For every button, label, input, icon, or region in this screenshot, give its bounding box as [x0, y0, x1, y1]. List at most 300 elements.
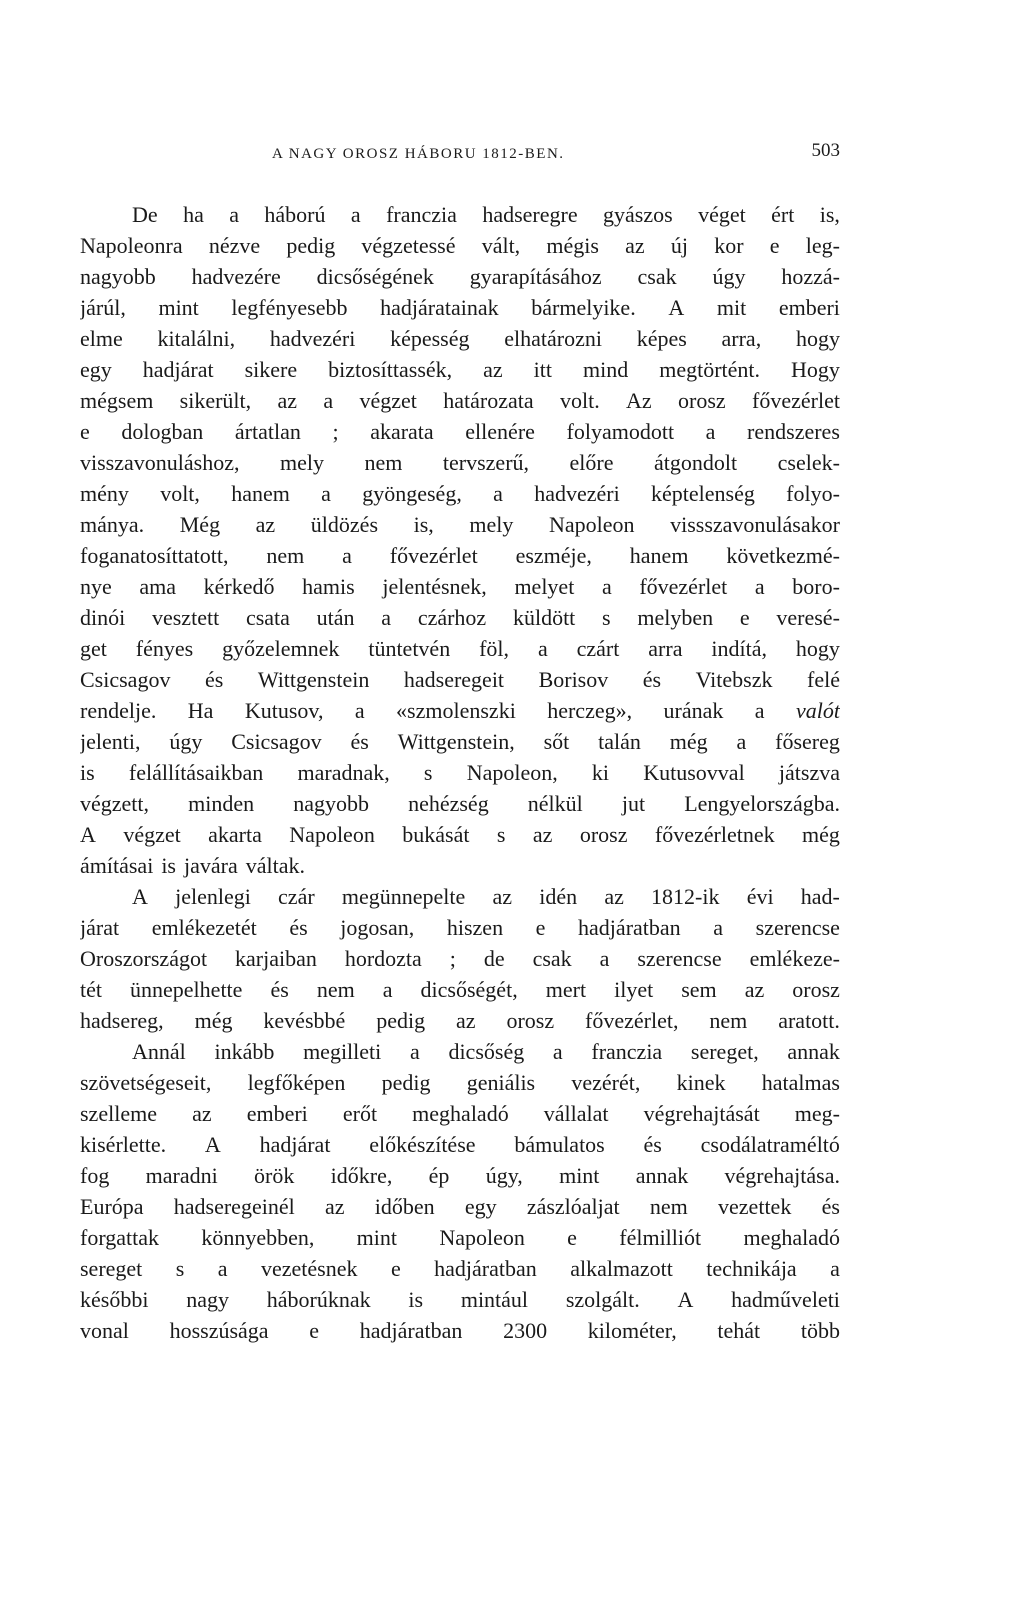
word: mánya. — [80, 512, 145, 537]
word: hadjáratban — [359, 1318, 463, 1343]
word: annak — [635, 1163, 689, 1188]
word: gyászos — [603, 202, 673, 227]
word: nélkül — [527, 791, 583, 816]
word: hogy — [795, 636, 840, 661]
word: az — [532, 822, 553, 847]
word: az — [492, 884, 513, 909]
word: szerencse — [755, 915, 840, 940]
text-line — [80, 447, 840, 478]
word: nagyobb — [293, 791, 369, 816]
text-line — [80, 1253, 840, 1284]
word: emlékeze- — [749, 946, 840, 971]
word: is — [161, 853, 176, 878]
word: tüntetvén — [368, 636, 451, 661]
word: felé — [807, 667, 840, 692]
text-line — [80, 633, 840, 664]
word: vezérét, — [571, 1070, 641, 1095]
word: vezettek — [718, 1194, 792, 1219]
word: a — [350, 202, 361, 227]
word: határozata — [443, 388, 534, 413]
word: hadsereg, — [80, 1008, 164, 1033]
body-text — [80, 199, 840, 1346]
text-line — [80, 571, 840, 602]
text-line — [80, 1098, 840, 1129]
word: szövetségeseit, — [80, 1070, 212, 1095]
word: sereget — [80, 1256, 143, 1281]
word: ünnepelhette — [130, 977, 243, 1002]
word: melyet — [514, 574, 575, 599]
text-line — [80, 540, 840, 571]
word: több — [800, 1318, 840, 1343]
word: a — [713, 915, 724, 940]
word: franczia — [386, 202, 457, 227]
text-line — [80, 943, 840, 974]
word: Még — [179, 512, 221, 537]
word: e — [739, 605, 750, 630]
word: kitalálni, — [157, 326, 236, 351]
word: e — [390, 1256, 401, 1281]
word: ámításai — [80, 853, 154, 878]
word: jelentésnek, — [382, 574, 487, 599]
word: bármelyike. — [531, 295, 636, 320]
word: arra, — [721, 326, 762, 351]
word: megilleti — [303, 1039, 382, 1064]
word: vissszavonulásakor — [670, 512, 840, 537]
word: hadjáratban — [578, 915, 681, 940]
word: A — [204, 1132, 221, 1157]
word: Napoleonra — [80, 233, 183, 258]
text-line — [80, 1160, 840, 1191]
text-line — [80, 695, 840, 726]
text-line — [80, 230, 840, 261]
word: Kutusov, — [244, 698, 324, 723]
word: sőt — [543, 729, 570, 754]
word: csak — [532, 946, 572, 971]
word: javára — [184, 853, 238, 878]
word: könnyebben, — [201, 1225, 315, 1250]
word: maradnak, — [297, 760, 390, 785]
word: ; — [449, 946, 456, 971]
word: és — [204, 667, 224, 692]
word: félmilliót — [619, 1225, 702, 1250]
word: az — [744, 977, 765, 1002]
word: e — [769, 233, 780, 258]
word: emberi — [246, 1101, 308, 1126]
word: Vitebszk — [695, 667, 773, 692]
word: nye — [80, 574, 112, 599]
word: végzet — [359, 388, 417, 413]
word: a — [537, 636, 548, 661]
word: maradni — [145, 1163, 218, 1188]
word: czár — [278, 884, 315, 909]
word: s — [423, 760, 433, 785]
word: jut — [621, 791, 646, 816]
word: fővezérlet, — [585, 1008, 679, 1033]
word: hozzá- — [781, 264, 840, 289]
word: nagyobb — [80, 264, 156, 289]
page-number: 503 — [811, 140, 840, 161]
word: ki — [591, 760, 610, 785]
word: hogy — [795, 326, 840, 351]
word: s — [602, 605, 611, 630]
word: folyamodott — [566, 419, 675, 444]
word: akarta — [208, 822, 262, 847]
text-line — [80, 354, 840, 385]
word: nézve — [208, 233, 261, 258]
word: cselek- — [777, 450, 840, 475]
word: nem — [649, 1194, 688, 1219]
word: egy — [464, 1194, 497, 1219]
word: rendelje. — [80, 698, 157, 723]
word: hadseregeinél — [173, 1194, 295, 1219]
word: kilométer, — [587, 1318, 677, 1343]
word: sem — [681, 977, 717, 1002]
word: had- — [800, 884, 840, 909]
word: Európa — [80, 1194, 144, 1219]
word: idén — [539, 884, 578, 909]
word: az — [604, 884, 624, 909]
word: is, — [819, 202, 840, 227]
word: ilyet — [614, 977, 654, 1002]
word: szelleme — [80, 1101, 157, 1126]
text-line — [80, 1191, 840, 1222]
word: hosszúsága — [169, 1318, 269, 1343]
word: is, — [413, 512, 434, 537]
text-line — [80, 416, 840, 447]
word: véget — [698, 202, 746, 227]
word: rendszeres — [747, 419, 840, 444]
word: kinek — [676, 1070, 726, 1095]
word: dicsőségét, — [420, 977, 518, 1002]
word: mely — [279, 450, 324, 475]
word: bámulatos — [514, 1132, 605, 1157]
word: fényes — [135, 636, 194, 661]
word: szerencse — [637, 946, 722, 971]
word: indítá, — [711, 636, 767, 661]
word: foganatosíttatott, — [80, 543, 229, 568]
word: inkább — [214, 1039, 275, 1064]
text-line — [80, 912, 840, 943]
word: és — [350, 729, 369, 754]
word: a — [493, 481, 503, 506]
word: és — [643, 1132, 662, 1157]
word: az — [483, 357, 503, 382]
word: orosz — [579, 822, 628, 847]
word: vált, — [481, 233, 521, 258]
word: föl, — [479, 636, 510, 661]
word: felállításaikban — [128, 760, 264, 785]
word: Napoleon — [548, 512, 635, 537]
running-head — [80, 140, 840, 170]
word: biztosíttassék, — [328, 357, 453, 382]
word: időben — [374, 1194, 435, 1219]
word: tervszerű, — [442, 450, 530, 475]
word: orosz — [506, 1008, 555, 1033]
text-line — [80, 726, 840, 757]
word: bukását — [402, 822, 470, 847]
word: elme — [80, 326, 123, 351]
word: háború — [264, 202, 326, 227]
word: Napoleon, — [466, 760, 558, 785]
word: Hogy — [791, 357, 840, 382]
word: mégis — [546, 233, 599, 258]
word: e — [309, 1318, 320, 1343]
text-line — [80, 1129, 840, 1160]
word: hadjárat — [259, 1132, 331, 1157]
word: hamis — [302, 574, 355, 599]
word: pedig — [286, 233, 336, 258]
word: aratott. — [778, 1008, 840, 1033]
word: visszavonuláshoz, — [80, 450, 240, 475]
word: örök — [254, 1163, 295, 1188]
word: minden — [188, 791, 255, 816]
word: jogosan, — [340, 915, 415, 940]
word: dologban — [121, 419, 204, 444]
text-line — [80, 1222, 840, 1253]
word: 2300 — [503, 1318, 548, 1343]
word: jelenlegi — [175, 884, 251, 909]
word: végrehajtása. — [724, 1163, 840, 1188]
word: csodálatraméltó — [700, 1132, 840, 1157]
word: nehézség — [408, 791, 489, 816]
word: után — [316, 605, 355, 630]
word: czárhoz — [417, 605, 487, 630]
word: ha — [183, 202, 204, 227]
word: a — [217, 1256, 228, 1281]
word: szolgált. — [565, 1287, 640, 1312]
word: Lengyelországba. — [684, 791, 840, 816]
word: hadműveleti — [731, 1287, 840, 1312]
word: orosz — [678, 388, 726, 413]
word: fővezérlet — [752, 388, 840, 413]
word: is — [80, 760, 95, 785]
text-line — [80, 602, 840, 633]
word: a — [354, 698, 365, 723]
word: Ha — [187, 698, 214, 723]
word: emberi — [778, 295, 840, 320]
word: úgy, — [485, 1163, 523, 1188]
word: üldözés — [310, 512, 378, 537]
word: későbbi — [80, 1287, 149, 1312]
word: végzet — [123, 822, 181, 847]
word: s — [175, 1256, 185, 1281]
word: sikere — [244, 357, 298, 382]
text-line — [80, 664, 840, 695]
word: arra — [648, 636, 683, 661]
word: megünnepelte — [341, 884, 466, 909]
word: zászlóaljat — [526, 1194, 620, 1219]
word: vállalat — [543, 1101, 609, 1126]
word: technikája — [706, 1256, 797, 1281]
word: ért — [771, 202, 795, 227]
word: Napoleon — [289, 822, 375, 847]
word: képesség — [390, 326, 470, 351]
word: leg- — [805, 233, 840, 258]
word: megtörtént. — [659, 357, 761, 382]
word: de — [483, 946, 505, 971]
word: hadvezéri — [269, 326, 356, 351]
word: pedig — [381, 1070, 431, 1095]
word: és — [642, 667, 662, 692]
word: Csicsagov — [80, 667, 171, 692]
word: itt — [533, 357, 552, 382]
word: A — [668, 295, 685, 320]
word: «szmolenszki — [396, 698, 516, 723]
word: a — [382, 977, 393, 1002]
text-line — [80, 1067, 840, 1098]
word: Oroszországot — [80, 946, 208, 971]
word: a — [736, 729, 747, 754]
word: a — [754, 574, 765, 599]
word: a — [229, 202, 239, 227]
text-line — [80, 788, 840, 819]
word: is — [408, 1287, 424, 1312]
word: A — [132, 884, 148, 909]
word: 1812-ik — [651, 884, 720, 909]
text-line — [80, 881, 840, 912]
word: mégsem — [80, 388, 154, 413]
word: Kutusovval — [643, 760, 745, 785]
word: ama — [139, 574, 177, 599]
text-line — [80, 385, 840, 416]
text-line — [80, 850, 840, 881]
text-line — [80, 292, 840, 323]
word: nem — [266, 543, 305, 568]
word: sereget, — [690, 1039, 759, 1064]
word: az — [324, 1194, 345, 1219]
word: dicsőségének — [316, 264, 434, 289]
text-line — [80, 261, 840, 292]
word: az — [625, 233, 645, 258]
word: váltak. — [245, 853, 305, 878]
word: a — [601, 574, 612, 599]
word: annak — [787, 1039, 840, 1064]
word: kérkedő — [203, 574, 275, 599]
word: előre — [569, 450, 614, 475]
word: mit — [716, 295, 747, 320]
word: a — [830, 1256, 840, 1281]
word: A — [677, 1287, 694, 1312]
word: eszméje, — [515, 543, 592, 568]
word: következmé- — [726, 543, 840, 568]
word: fővezérlet — [389, 543, 478, 568]
text-line — [80, 974, 840, 1005]
word: mint — [356, 1225, 398, 1250]
word: és — [821, 1194, 840, 1219]
word: boro- — [792, 574, 840, 599]
word: nagy — [186, 1287, 229, 1312]
word: képtelenség — [650, 481, 755, 506]
word: ellenére — [465, 419, 535, 444]
word: vezetésnek — [260, 1256, 358, 1281]
text-line — [80, 1036, 840, 1067]
word: időkre, — [330, 1163, 393, 1188]
word: volt, — [160, 481, 200, 506]
word: végzetessé — [361, 233, 456, 258]
word: a — [321, 481, 331, 506]
word: csak — [637, 264, 677, 289]
word: csata — [245, 605, 290, 630]
word: alkalmazott — [570, 1256, 673, 1281]
word: sikerült, — [179, 388, 252, 413]
word: a — [323, 388, 334, 413]
word: erőt — [342, 1101, 378, 1126]
word: és — [270, 977, 289, 1002]
word: kevésbbé — [263, 1008, 346, 1033]
word: átgondolt — [654, 450, 738, 475]
word: az — [456, 1008, 476, 1033]
word: ; — [332, 419, 339, 444]
word: mény — [80, 481, 129, 506]
word: mert — [545, 977, 587, 1002]
word: tehát — [717, 1318, 761, 1343]
word: legfőképen — [247, 1070, 346, 1095]
word: veresé- — [776, 605, 840, 630]
word: hordozta — [344, 946, 422, 971]
word: Az — [626, 388, 652, 413]
word: czárt — [576, 636, 620, 661]
word: De — [132, 202, 158, 227]
word: hadjárat — [142, 357, 214, 382]
word: fővezérlet — [639, 574, 728, 599]
word: meghaladó — [412, 1101, 509, 1126]
word: a — [552, 1039, 563, 1064]
word: az — [277, 388, 298, 413]
word: folyo- — [786, 481, 840, 506]
word: vonal — [80, 1318, 129, 1343]
text-line — [80, 819, 840, 850]
word: hanem — [231, 481, 290, 506]
word: Wittgenstein — [257, 667, 370, 692]
text-line — [80, 1315, 840, 1346]
word: az — [192, 1101, 212, 1126]
word: ártatlan — [234, 419, 301, 444]
word: küldött — [512, 605, 576, 630]
running-title: A NAGY OROSZ HÁBORU 1812-BEN. — [272, 146, 565, 162]
word: hadseregeit — [403, 667, 505, 692]
word: a — [599, 946, 610, 971]
word: a — [409, 1039, 420, 1064]
word: egy — [80, 357, 112, 382]
word: talán — [598, 729, 641, 754]
text-line — [80, 757, 840, 788]
word: karjaiban — [235, 946, 317, 971]
word: győzelemnek — [222, 636, 340, 661]
word: valót — [795, 698, 840, 723]
word: ép — [428, 1163, 450, 1188]
word: úgy — [712, 264, 746, 289]
word: kisérlette. — [80, 1132, 167, 1157]
word: hanem — [629, 543, 689, 568]
word: geniális — [466, 1070, 536, 1095]
word: vesztett — [151, 605, 220, 630]
word: játszva — [778, 760, 840, 785]
word: nem — [316, 977, 355, 1002]
word: melyben — [637, 605, 714, 630]
word: járat — [80, 915, 120, 940]
word: úgy — [169, 729, 203, 754]
word: előkészítése — [369, 1132, 476, 1157]
word: dicsőség — [448, 1039, 525, 1064]
word: és — [289, 915, 308, 940]
word: mely — [469, 512, 514, 537]
word: még — [194, 1008, 233, 1033]
word: orosz — [792, 977, 840, 1002]
word: a — [705, 419, 716, 444]
word: háborúknak — [266, 1287, 371, 1312]
word: e — [535, 915, 546, 940]
word: járúl, — [80, 295, 126, 320]
